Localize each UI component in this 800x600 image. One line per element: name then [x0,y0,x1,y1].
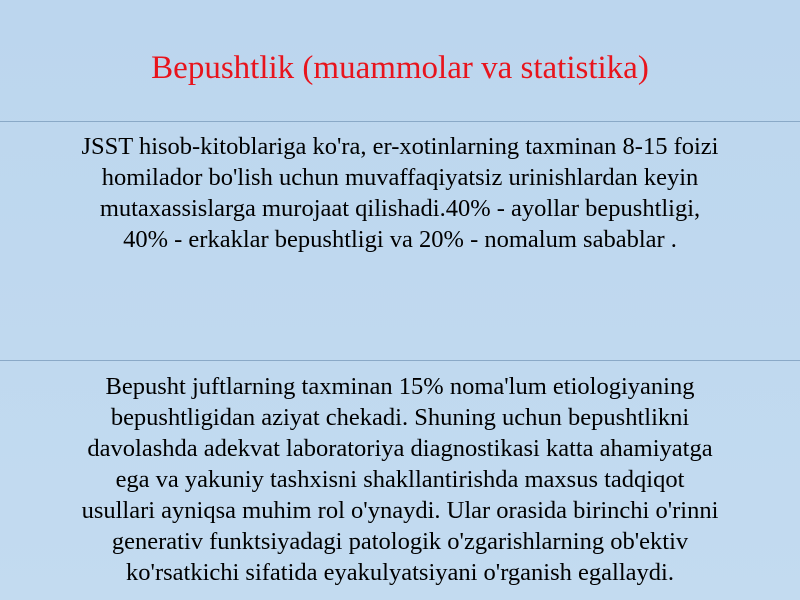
paragraph-line: Bepusht juftlarning taxminan 15% noma'lum etiologiyaning [105,373,695,400]
paragraph-line: homilador bo'lish uchun muvaffaqiyatsiz urinishlardan keyin [101,164,699,191]
paragraph-line: ega va yakuniy tashxisni shakllantirishda maxsus tadqiqot [115,466,685,493]
divider-middle [0,360,800,361]
slide-title: Bepushtlik (muammolar va statistika) [151,50,649,86]
paragraph-statistics [6,131,794,255]
paragraph-line: mutaxassislarga murojaat qilishadi.40% - ayollar bepushtligi, [99,195,701,222]
paragraph-line: usullari ayniqsa muhim rol o'ynaydi. Ular orasida birinchi o'rinni [81,497,719,524]
paragraph-line: bepushtligidan aziyat chekadi. Shuning uchun bepushtlikni [110,404,690,431]
paragraph-line: davolashda adekvat laboratoriya diagnostikasi katta ahamiyatga [87,435,713,462]
divider-top [0,121,800,122]
paragraph-line: ko'rsatkichi sifatida eyakulyatsiyani o'rganish egallaydi. [126,559,674,586]
paragraph-diagnostics [6,371,794,588]
paragraph-line: generativ funktsiyadagi patologik o'zgarishlarning ob'ektiv [111,528,689,555]
paragraph-line: JSST hisob-kitoblariga ko'ra, er-xotinlarning taxminan 8-15 foizi [81,133,719,160]
paragraph-line: 40% - erkaklar bepushtligi va 20% - nomalum sabablar . [123,226,677,253]
